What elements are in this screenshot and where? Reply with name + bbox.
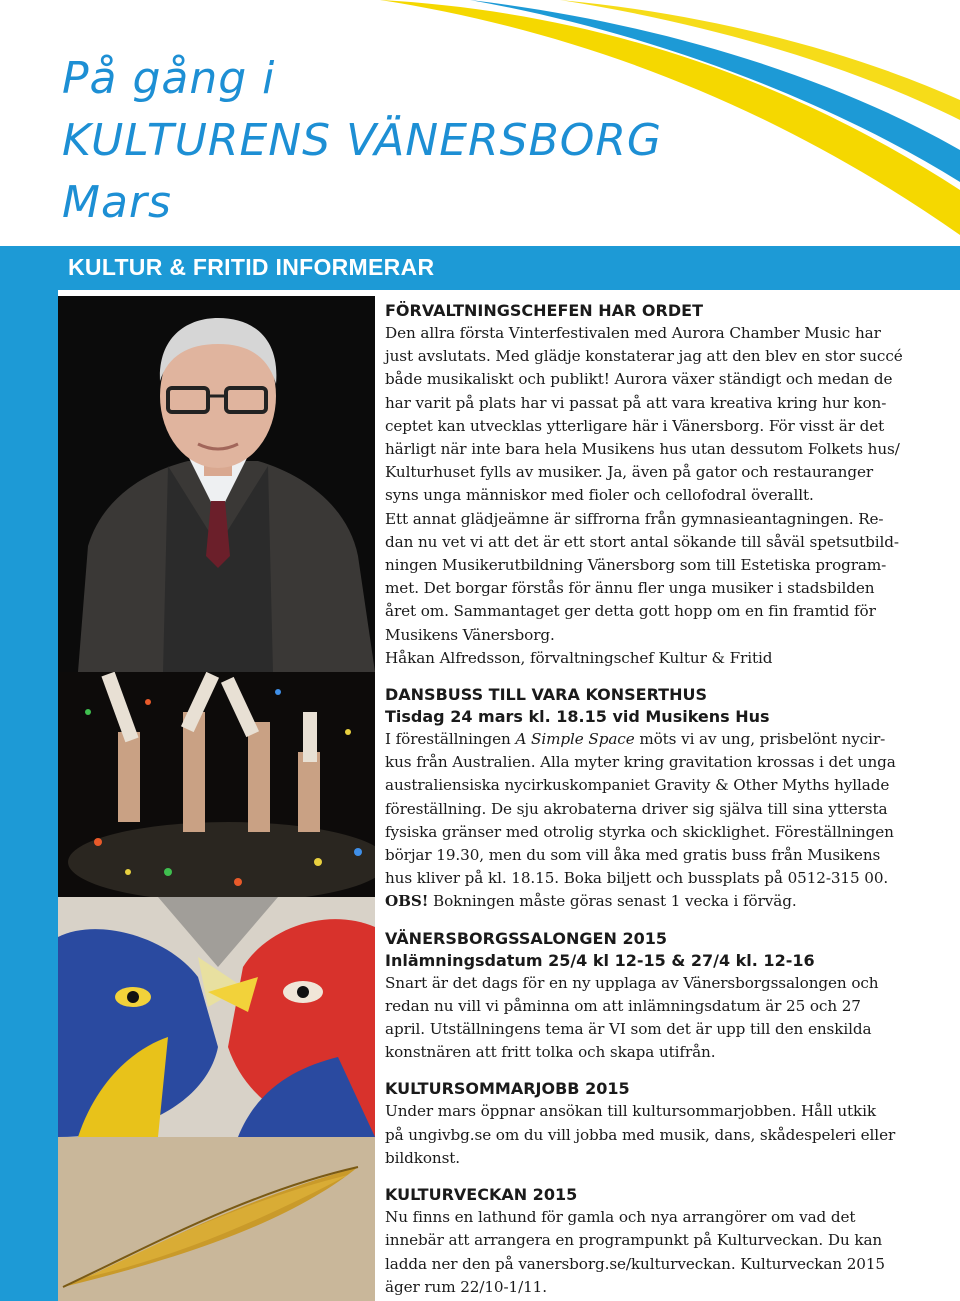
text-line bbox=[385, 728, 905, 751]
section-body bbox=[385, 1100, 905, 1170]
text-line: har varit på plats har vi passat på att vara kreativa kring hur kon- bbox=[385, 393, 887, 412]
page-title bbox=[62, 48, 662, 234]
section-heading: KULTURSOMMARJOBB 2015 bbox=[385, 1079, 630, 1099]
photo-column bbox=[58, 296, 375, 1301]
section-heading: FÖRVALTNINGSCHEFEN HAR ORDET bbox=[385, 301, 703, 320]
text-line: på ungivbg.se om du vill jobba med musik, dans, skådespeleri eller bbox=[385, 1125, 896, 1144]
signature-line: Håkan Alfredsson, förvaltningschef Kultur & Fritid bbox=[385, 648, 773, 667]
text-line: Kulturhuset fylls av musiker. Ja, även på gator och restauranger bbox=[385, 463, 873, 482]
section-kulturveckan bbox=[385, 1184, 905, 1299]
text-line: april. Utställningens tema är VI som det är upp till den enskilda bbox=[385, 1020, 872, 1039]
text-line: Ett annat glädjeämne är siffrorna från gymnasieantagningen. Re- bbox=[385, 509, 884, 528]
band-label: KULTUR & FRITID INFORMERAR bbox=[68, 254, 435, 280]
obs-label: OBS! bbox=[385, 892, 429, 911]
section-body bbox=[385, 728, 905, 914]
text-line: Nu finns en lathund för gamla och nya arrangörer om vad det bbox=[385, 1208, 856, 1227]
left-blue-bar bbox=[0, 290, 58, 1301]
section-subheading: Tisdag 24 mars kl. 18.15 vid Musikens Hus bbox=[385, 707, 770, 727]
text-line: Snart är det dags för en ny upplaga av Vänersborgssalongen och bbox=[385, 973, 879, 992]
text-line: Den allra första Vinterfestivalen med Aurora Chamber Music har bbox=[385, 324, 881, 342]
text-line: härligt när inte bara hela Musikens hus utan dessutom Folkets hus/ bbox=[385, 440, 900, 459]
text-line: bildkonst. bbox=[385, 1148, 461, 1167]
section-body bbox=[385, 972, 905, 1065]
portrait-photo bbox=[58, 296, 375, 672]
acrobats-photo bbox=[58, 672, 375, 897]
section-heading: VÄNERSBORGSSALONGEN 2015 bbox=[385, 928, 667, 948]
article-content bbox=[385, 300, 905, 1299]
text-line: syns unga människor med fioler och cellofodral överallt. bbox=[385, 486, 814, 505]
section-body bbox=[385, 1206, 905, 1299]
text-line: året om. Sammantaget ger detta gott hopp om en fin framtid för bbox=[385, 602, 876, 621]
text-fragment: möts vi av ung, prisbelönt nycir- bbox=[634, 730, 886, 749]
section-vanersborgssalongen bbox=[385, 928, 905, 1065]
bird-mural-photo bbox=[58, 897, 375, 1137]
text-line: ningen Musikerutbildning Vänersborg som till Estetiska program- bbox=[385, 556, 887, 575]
text-line: hus kliver på kl. 18.15. Boka biljett och bussplats på 0512-315 00. bbox=[385, 869, 889, 888]
show-title: A Simple Space bbox=[515, 730, 635, 749]
section-body bbox=[385, 322, 905, 670]
section-dansbuss bbox=[385, 684, 905, 914]
text-line: föreställning. De sju akrobaterna driver sig själva till sina yttersta bbox=[385, 799, 888, 818]
text-fragment: Bokningen måste göras senast 1 vecka i förväg. bbox=[428, 892, 797, 911]
title-line-1: På gång i bbox=[62, 53, 276, 104]
text-line: innebär att arrangera en programpunkt på Kulturveckan. Du kan bbox=[385, 1231, 883, 1250]
section-heading: KULTURVECKAN 2015 bbox=[385, 1185, 578, 1205]
title-line-2: KULTURENS VÄNERSBORG bbox=[62, 115, 663, 166]
text-line: ceptet kan utvecklas ytterligare här i Vänersborg. För visst är det bbox=[385, 416, 885, 435]
section-band bbox=[0, 246, 960, 290]
section-forvaltningschefen bbox=[385, 300, 905, 670]
section-kultursommarjobb bbox=[385, 1078, 905, 1170]
text-line: börjar 19.30, men du som vill åka med gratis buss från Musikens bbox=[385, 846, 881, 865]
section-heading: DANSBUSS TILL VARA KONSERTHUS bbox=[385, 685, 707, 705]
text-line: fysiska gränser med otrolig styrka och skicklighet. Föreställningen bbox=[385, 822, 894, 841]
text-fragment: I föreställningen bbox=[385, 730, 516, 749]
title-line-3: Mars bbox=[62, 177, 172, 228]
text-line: redan nu vill vi påminna om att inlämningsdatum är 25 och 27 bbox=[385, 996, 861, 1015]
text-line: Under mars öppnar ansökan till kultursommarjobben. Håll utkik bbox=[385, 1102, 877, 1121]
feather-photo bbox=[58, 1137, 375, 1301]
text-line: dan nu vet vi att det är ett stort antal sökande till såväl spetsutbild- bbox=[385, 532, 899, 551]
text-line: ladda ner den på vanersborg.se/kulturveckan. Kulturveckan 2015 bbox=[385, 1254, 885, 1273]
text-line: met. Det borgar förstås för ännu fler unga musiker i stadsbilden bbox=[385, 579, 875, 598]
text-line: äger rum 22/10-1/11. bbox=[385, 1277, 547, 1296]
text-line bbox=[385, 890, 905, 913]
text-line: både musikaliskt och publikt! Aurora växer ständigt och medan de bbox=[385, 370, 893, 389]
text-line: australiensiska nycirkuskompaniet Gravity & Other Myths hyllade bbox=[385, 776, 890, 795]
text-line: just avslutats. Med glädje konstaterar jag att den blev en stor succé bbox=[385, 347, 903, 366]
text-line: Musikens Vänersborg. bbox=[385, 625, 555, 644]
text-line: kus från Australien. Alla myter kring gravitation krossas i det unga bbox=[385, 753, 896, 772]
text-line: konstnären att fritt tolka och skapa utifrån. bbox=[385, 1043, 716, 1062]
section-subheading: Inlämningsdatum 25/4 kl 12-15 & 27/4 kl. 12-16 bbox=[385, 950, 815, 970]
